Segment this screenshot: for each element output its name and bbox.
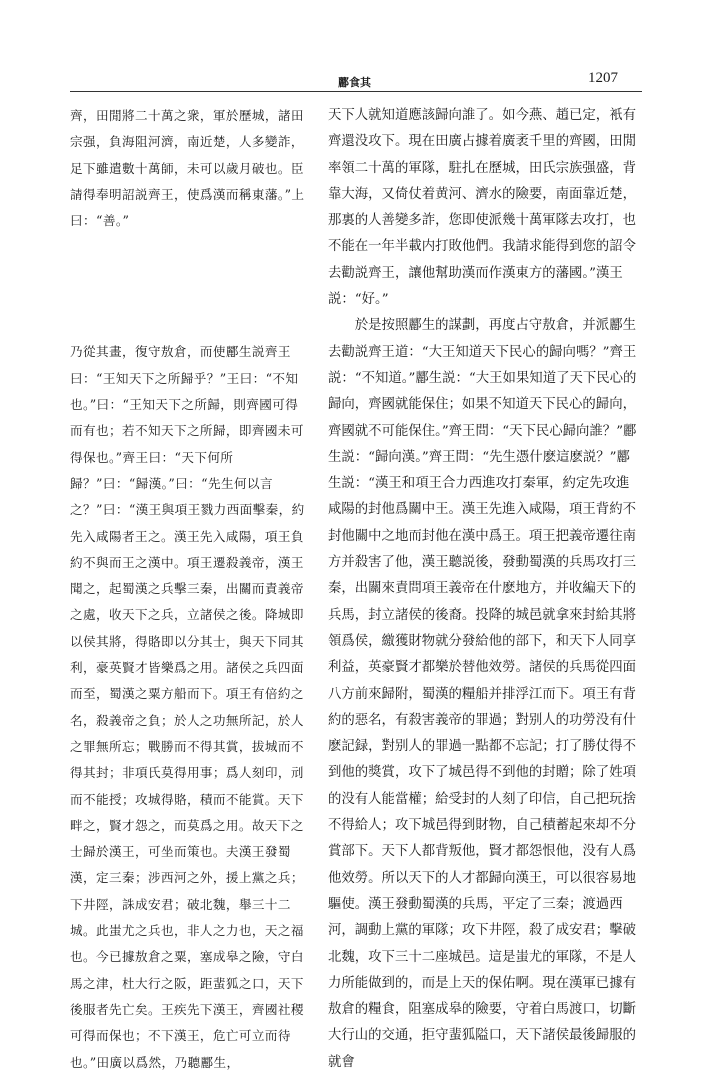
page-header-title: 酈食其 — [338, 76, 371, 89]
left-paragraph-1: 齊，田閒將二十萬之衆，軍於歷城，諸田宗强，負海阻河濟，南近楚，人多變詐，足下雖遣數十萬師，未可以歲月破也。臣請得奉明詔説齊王，使爲漢而稱東藩。”上曰：“善。” — [70, 108, 305, 229]
right-paragraph-2: 於是按照酈生的謀劃，再度占守敖倉，并派酈生去勸説齊王道：“大王知道天下民心的歸向嗎？”齊王説：“不知道。”酈生説：“大王如果知道了天下民心的歸向，齊國就能保住；如果不知道天下民心的歸向，齊國就不可能保住。”齊王問：“天下民心歸向誰？”酈生説：“歸向漢。”齊王問：“先生憑什麽這麽説？”酈生説：“漢王和項王合力西進攻打秦軍，約定先攻進咸陽的封他爲關中王。漢王先進入咸陽，項王背約不封他關中之地而封他在漢中爲王。項王把義帝遷往南方并殺害了他，漢王聽説後，發動蜀漢的兵馬攻打三秦，出關來責問項王義帝在什麽地方，并收編天下的兵馬，封立諸侯的後裔。投降的城邑就拿來封給其將領爲侯，繳獲財物就分發給他的部下，和天下人同享利益，英豪賢才都樂於替他效勞。諸侯的兵馬從四面八方前來歸附，蜀漢的糧船并排浮江而下。項王有背約的惡名，有殺害義帝的罪過；對别人的功勞没有什麽記録，對别人的罪過一點都不忘記；打了勝仗得不到他的獎賞，攻下了城邑得不到他的封贈；除了姓項的没有人能當權；給受封的人刻了印信，自己把玩捨不得給人；攻下城邑得到財物，自己積蓄起來却不分賞部下。天下人都背叛他，賢才都怨恨他，没有人爲他效勞。所以天下的人才都歸向漢王，可以很容易地驅使。漢王發動蜀漢的兵馬，平定了三秦；渡過西河，調動上黨的軍隊；攻下井陘，殺了成安君；擊破北魏，攻下三十二座城邑。這是蚩尤的軍隊，不是人力所能做到的，而是上天的保佑啊。現在漢軍已據有敖倉的糧食，阻塞成皋的險要，守着白馬渡口，切斷大行山的交通，拒守蜚狐隘口，天下諸侯最後歸服的就會 — [328, 318, 637, 1070]
left-paragraph-2: 乃從其畫，復守敖倉，而使酈生説齊王曰：“王知天下之所歸乎？”王曰：“不知也。”曰：“王知天下之所歸，則齊國可得而有也；若不知天下之所歸，即齊國未可得保也。”齊王曰：“天下何所歸？”曰：“歸漢。”曰：“先生何以言之？”曰：“漢王與項王戮力西面擊秦，約先入咸陽者王之。漢王先入咸陽，項王負約不與而王之漢中。項王遷殺義帝，漢王聞之，起蜀漢之兵擊三秦，出關而責義帝之處，收天下之兵，立諸侯之後。降城即以侯其將，得賂即以分其士，與天下同其利，豪英賢才皆樂爲之用。諸侯之兵四面而至，蜀漢之粟方船而下。項王有倍約之名，殺義帝之負；於人之功無所記，於人之罪無所忘；戰勝而不得其賞，拔城而不得其封；非項氏莫得用事；爲人刻印，刓而不能授；攻城得賂，積而不能賞。天下畔之，賢才怨之，而莫爲之用。故天下之士歸於漢王，可坐而策也。夫漢王發蜀漢，定三秦；涉西河之外，援上黨之兵；下井陘，誅成安君；破北魏，舉三十二城。此蚩尤之兵也，非人之力也，天之福也。今已據敖倉之粟，塞成皋之險，守白馬之津，杜大行之阪，距蜚狐之口，天下後服者先亡矣。王疾先下漢王，齊國社稷可得而保也；不下漢王，危亡可立而待也。”田廣以爲然，乃聽酈生， — [70, 344, 305, 1070]
paragraph-gap — [70, 234, 308, 339]
left-column-classical-text — [70, 103, 308, 1076]
right-column-translation — [328, 103, 640, 1076]
page-number: 1207 — [588, 70, 618, 86]
header-rule — [70, 91, 642, 92]
right-paragraph-1: 天下人就知道應該歸向誰了。如今燕、趙已定，衹有齊還没攻下。現在田廣占據着廣袤千里的齊國，田閒率領二十萬的軍隊，駐扎在歷城，田氏宗族强盛，背靠大海，又倚仗着黄河、濟水的險要，南面靠近楚，那裏的人善變多詐，您即使派幾十萬軍隊去攻打，也不能在一年半載内打敗他們。我請求能得到您的詔令去勸説齊王，讓他幫助漢而作漢東方的藩國。”漢王説：“好。” — [328, 108, 636, 308]
